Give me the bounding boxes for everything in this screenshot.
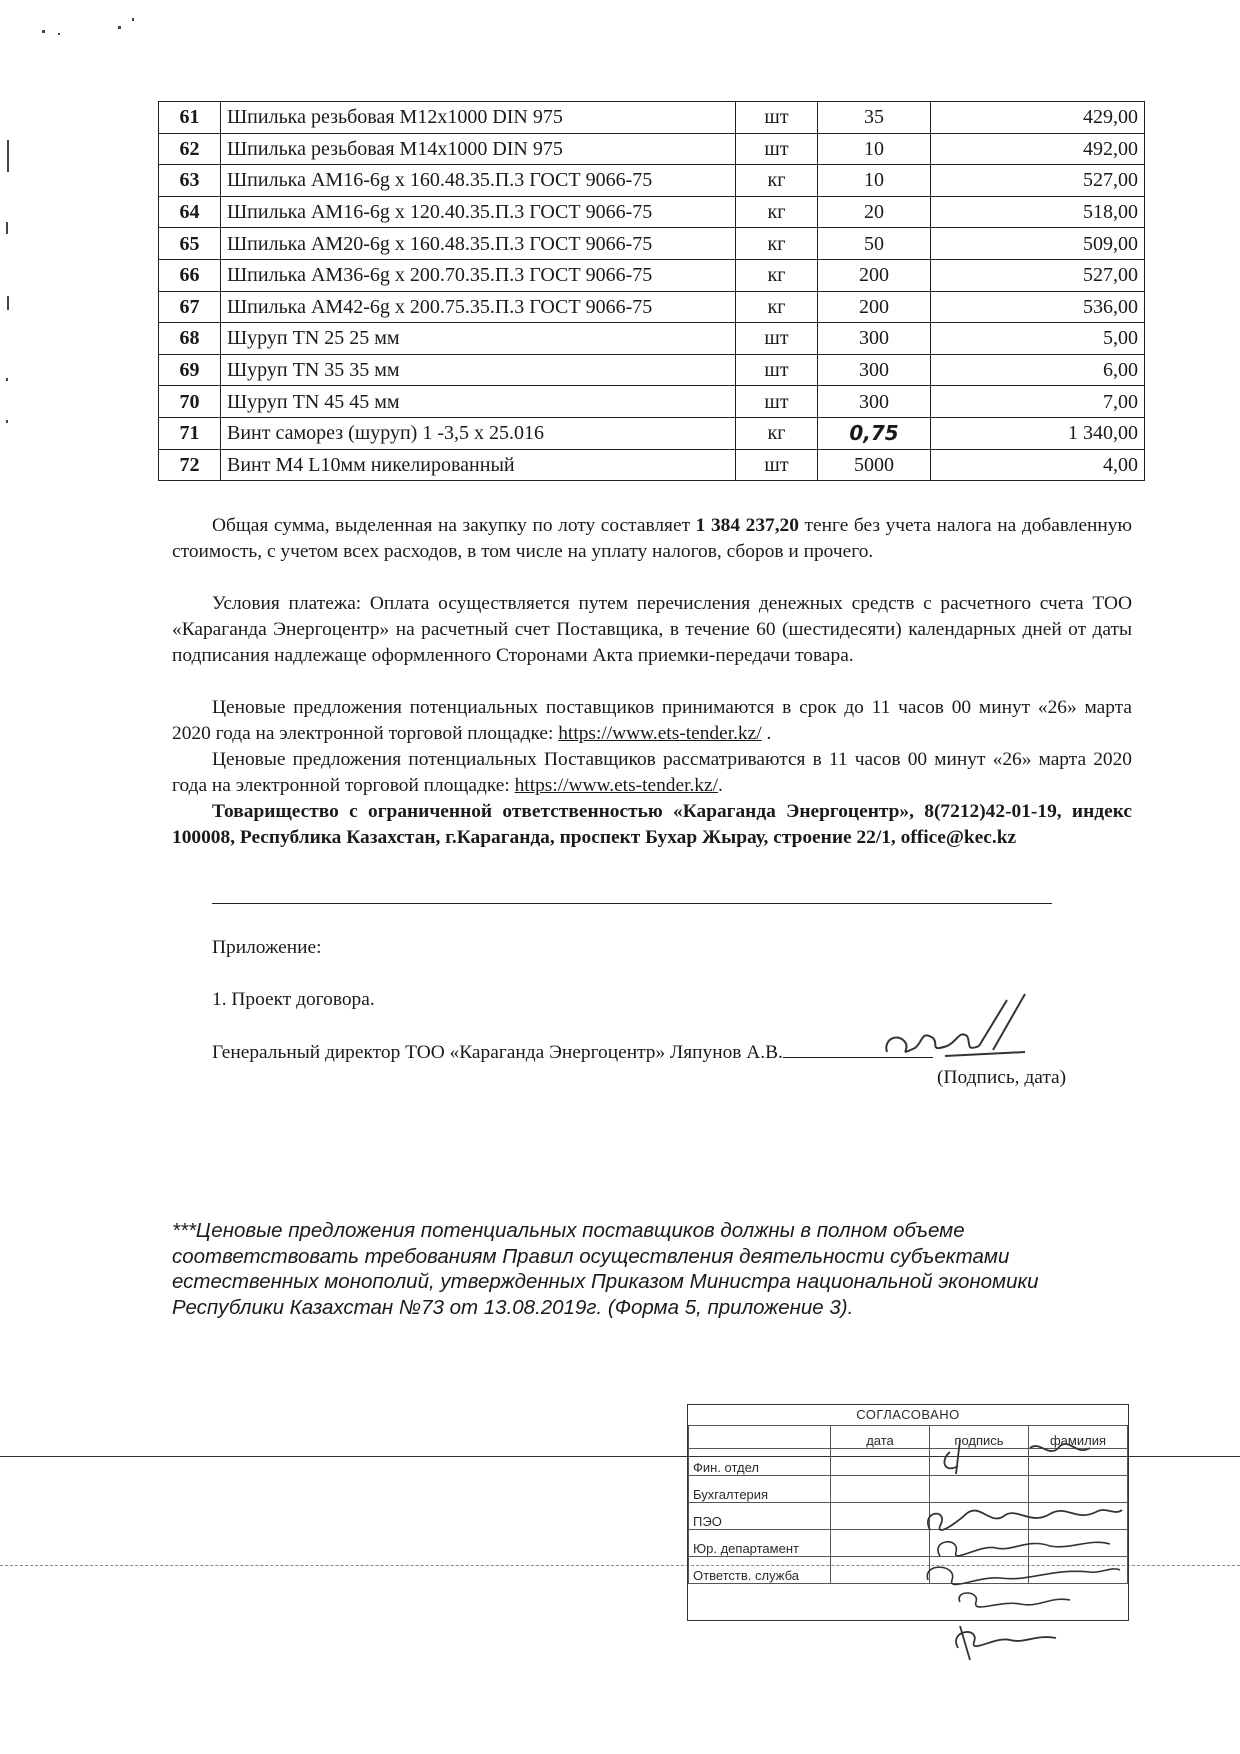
stamp-col-sign: подпись — [930, 1426, 1029, 1449]
items-table — [158, 101, 1145, 481]
table-row — [159, 386, 1145, 418]
scan-speck — [6, 378, 8, 381]
item-unit: шт — [736, 386, 818, 418]
item-number: 64 — [159, 196, 221, 228]
item-price: 518,00 — [931, 196, 1145, 228]
item-price: 527,00 — [931, 259, 1145, 291]
item-quantity: 200 — [818, 291, 931, 323]
item-quantity: 20 — [818, 196, 931, 228]
attachment-label: Приложение: — [212, 937, 322, 958]
director-name: Генеральный директор ТОО «Караганда Энергоцентр» Ляпунов А.В. — [212, 1042, 783, 1063]
item-name: Винт саморез (шуруп) 1 -3,5 х 25.016 — [221, 417, 736, 449]
stamp-row-label: Ответств. служба — [689, 1557, 831, 1584]
scan-speck — [42, 30, 45, 33]
table-row — [159, 228, 1145, 260]
stamp-title: СОГЛАСОВАНО — [856, 1407, 960, 1422]
disclaimer-note: ***Ценовые предложения потенциальных поставщиков должны в полном объеме соответствовать требованиям Правил осуществления деятельности субъектами естественных монополий, утвержденных Приказом Министра национальной экономики Республики Казахстан №73 от 13.08.2019г. (Форма 5, приложение 3). — [172, 1219, 1039, 1319]
separator-line — [212, 903, 1052, 904]
item-name: Шуруп TN 35 35 мм — [221, 354, 736, 386]
total-text-before: Общая сумма, выделенная на закупку по лоту составляет — [212, 515, 696, 536]
item-price: 7,00 — [931, 386, 1145, 418]
total-text-after: тенге без учета налога на добавленную стоимость, с учетом всех расходов, в том числе на уплату налогов, сборов и прочего. — [172, 515, 1132, 562]
item-quantity: 300 — [818, 354, 931, 386]
item-name: Шпилька АМ16-6g х 120.40.35.П.3 ГОСТ 9066-75 — [221, 196, 736, 228]
item-price: 527,00 — [931, 165, 1145, 197]
item-quantity: 300 — [818, 386, 931, 418]
acceptance-link[interactable]: https://www.ets-tender.kz/ — [558, 723, 762, 744]
item-number: 67 — [159, 291, 221, 323]
table-row — [159, 449, 1145, 481]
scan-speck — [58, 33, 60, 35]
scan-speck — [6, 420, 8, 423]
item-number: 62 — [159, 133, 221, 165]
item-price: 536,00 — [931, 291, 1145, 323]
item-unit: кг — [736, 228, 818, 260]
item-unit: кг — [736, 259, 818, 291]
item-price: 1 340,00 — [931, 417, 1145, 449]
item-number: 61 — [159, 102, 221, 134]
item-number: 70 — [159, 386, 221, 418]
item-number: 72 — [159, 449, 221, 481]
stamp-row-label: Бухгалтерия — [689, 1476, 831, 1503]
item-price: 4,00 — [931, 449, 1145, 481]
scan-speck — [118, 26, 121, 29]
item-number: 71 — [159, 417, 221, 449]
item-name: Винт М4 L10мм никелированный — [221, 449, 736, 481]
table-row — [159, 417, 1145, 449]
total-paragraph — [172, 513, 1132, 565]
table-row — [159, 102, 1145, 134]
item-unit: кг — [736, 291, 818, 323]
item-price: 429,00 — [931, 102, 1145, 134]
scan-speck — [7, 296, 9, 310]
item-unit: кг — [736, 165, 818, 197]
item-quantity: 5000 — [818, 449, 931, 481]
item-quantity: 50 — [818, 228, 931, 260]
item-name: Шпилька АМ20-6g х 160.48.35.П.3 ГОСТ 9066-75 — [221, 228, 736, 260]
scan-speck — [132, 18, 134, 21]
item-number: 69 — [159, 354, 221, 386]
stamp-signatures — [900, 1430, 1140, 1660]
table-row — [159, 196, 1145, 228]
item-number: 66 — [159, 259, 221, 291]
stamp-row-label: Юр. департамент — [689, 1530, 831, 1557]
stamp-col-surname: фамилия — [1029, 1426, 1128, 1449]
table-row — [159, 133, 1145, 165]
acceptance-tail: . — [761, 723, 772, 744]
stamp-header-blank — [689, 1426, 831, 1449]
scan-speck — [6, 222, 8, 234]
item-name: Шпилька резьбовая М12х1000 DIN 975 — [221, 102, 736, 134]
item-unit: шт — [736, 133, 818, 165]
items-table-body — [159, 102, 1145, 481]
table-row — [159, 259, 1145, 291]
item-quantity: 0,75 — [818, 417, 931, 449]
item-name: Шпилька АМ42-6g х 200.75.35.П.3 ГОСТ 9066-75 — [221, 291, 736, 323]
stamp-row-label: ПЭО — [689, 1503, 831, 1530]
item-unit: шт — [736, 102, 818, 134]
director-line — [212, 1039, 933, 1066]
item-number: 68 — [159, 323, 221, 355]
item-price: 509,00 — [931, 228, 1145, 260]
item-price: 6,00 — [931, 354, 1145, 386]
item-number: 63 — [159, 165, 221, 197]
item-unit: кг — [736, 417, 818, 449]
scan-speck — [7, 140, 9, 172]
table-row — [159, 165, 1145, 197]
review-tail: . — [718, 775, 723, 796]
signature-caption: (Подпись, дата) — [937, 1067, 1067, 1088]
item-quantity: 10 — [818, 165, 931, 197]
item-quantity: 10 — [818, 133, 931, 165]
item-quantity: 200 — [818, 259, 931, 291]
item-quantity: 300 — [818, 323, 931, 355]
review-text: Ценовые предложения потенциальных Поставщиков рассматриваются в 11 часов 00 минут «26» марта 2020 года на электронной торговой площадке: — [172, 749, 1132, 796]
acceptance-paragraph — [172, 695, 1132, 747]
item-unit: шт — [736, 354, 818, 386]
stamp-row-label: Фин. отдел — [689, 1449, 831, 1476]
item-quantity: 35 — [818, 102, 931, 134]
table-row — [159, 291, 1145, 323]
attachment-item: 1. Проект договора. — [212, 989, 375, 1010]
item-number: 65 — [159, 228, 221, 260]
company-details: Товарищество с ограниченной ответственностью «Караганда Энергоцентр», 8(7212)42-01-19, индекс 100008, Республика Казахстан, г.Караганда, проспект Бухар Жырау, строение 22/1, office@kec.kz — [172, 801, 1132, 848]
item-name: Шуруп TN 25 25 мм — [221, 323, 736, 355]
item-name: Шуруп TN 45 45 мм — [221, 386, 736, 418]
item-unit: кг — [736, 196, 818, 228]
item-unit: шт — [736, 449, 818, 481]
payment-terms-paragraph: Условия платежа: Оплата осуществляется путем перечисления денежных средств с расчетного счета ТОО «Караганда Энергоцентр» на расчетный счет Поставщика, в течение 60 (шестидесяти) календарных дней от даты подписания надлежаще оформленного Сторонами Акта приемки-передачи товара. — [172, 593, 1132, 666]
acceptance-text: Ценовые предложения потенциальных поставщиков принимаются в срок до 11 часов 00 минут «26» марта 2020 года на электронной торговой площадке: — [172, 697, 1132, 744]
stamp-col-date: дата — [831, 1426, 930, 1449]
total-amount: 1 384 237,20 — [695, 515, 799, 536]
item-name: Шпилька АМ16-6g х 160.48.35.П.3 ГОСТ 9066-75 — [221, 165, 736, 197]
item-price: 5,00 — [931, 323, 1145, 355]
item-name: Шпилька АМ36-6g х 200.70.35.П.3 ГОСТ 9066-75 — [221, 259, 736, 291]
table-row — [159, 323, 1145, 355]
table-row — [159, 354, 1145, 386]
director-signature — [875, 990, 1050, 1070]
item-price: 492,00 — [931, 133, 1145, 165]
item-name: Шпилька резьбовая М14х1000 DIN 975 — [221, 133, 736, 165]
review-link[interactable]: https://www.ets-tender.kz/ — [514, 775, 718, 796]
review-paragraph — [172, 747, 1132, 799]
item-unit: шт — [736, 323, 818, 355]
